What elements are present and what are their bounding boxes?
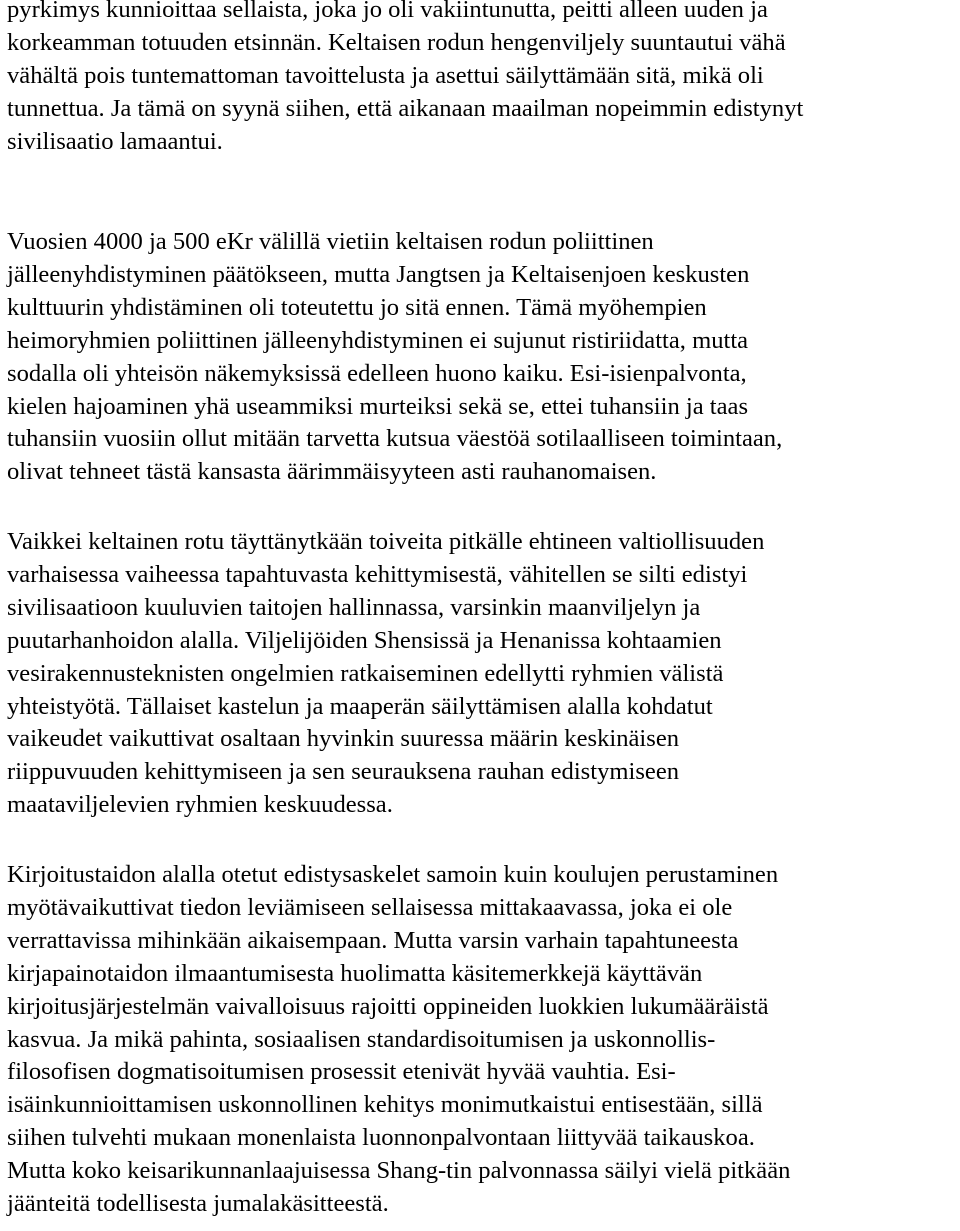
text-line: jäänteitä todellisesta jumalakäsitteestä. bbox=[7, 1190, 389, 1218]
text-line: pyrkimys kunnioittaa sellaista, joka jo oli vakiintunutta, peitti alleen uuden ja bbox=[7, 0, 768, 23]
text-line: yhteistyötä. Tällaiset kastelun ja maaperän säilyttämisen alalla kohdatut bbox=[7, 692, 713, 720]
text-line: kirjapainotaidon ilmaantumisesta huolimatta käsitemerkkejä käyttävän bbox=[7, 959, 703, 987]
text-line: korkeamman totuuden etsinnän. Keltaisen rodun hengenviljely suuntautui vähä bbox=[7, 28, 786, 56]
text-line: myötävaikuttivat tiedon leviämiseen sellaisessa mittakaavassa, joka ei ole bbox=[7, 893, 733, 921]
text-line: Kirjoitustaidon alalla otetut edistysaskelet samoin kuin koulujen perustaminen bbox=[7, 861, 779, 888]
text-line: jälleenyhdistyminen päätökseen, mutta Jangtsen ja Keltaisenjoen keskusten bbox=[7, 260, 750, 288]
text-line: heimoryhmien poliittinen jälleenyhdistyminen ei sujunut ristiriidatta, mutta bbox=[7, 326, 749, 354]
paragraph-4 bbox=[7, 859, 790, 1221]
text-line: varhaisessa vaiheessa tapahtuvasta kehittymisestä, vähitellen se silti edistyi bbox=[7, 560, 748, 588]
paragraph-1 bbox=[7, 0, 803, 159]
text-line: maataviljelevien ryhmien keskuudessa. bbox=[7, 791, 393, 819]
text-line: filosofisen dogmatisoitumisen prosessit etenivät hyvää vauhtia. Esi- bbox=[7, 1058, 676, 1086]
text-line: isäinkunnioittamisen uskonnollinen kehitys monimutkaistui entisestään, sillä bbox=[7, 1091, 763, 1119]
text-line: verrattavissa mihinkään aikaisempaan. Mutta varsin varhain tapahtuneesta bbox=[7, 926, 739, 954]
text-line: olivat tehneet tästä kansasta äärimmäisyyteen asti rauhanomaisen. bbox=[7, 458, 657, 486]
text-line: kielen hajoaminen yhä useammiksi murteiksi sekä se, ettei tuhansiin ja taas bbox=[7, 392, 749, 420]
text-line: Mutta koko keisarikunnanlaajuisessa Shang-tin palvonnassa säilyi vielä pitkään bbox=[7, 1157, 791, 1185]
text-line: sivilisaatio lamaantui. bbox=[7, 127, 223, 155]
text-line: vähältä pois tuntemattoman tavoittelusta ja asettui säilyttämään sitä, mikä oli bbox=[7, 61, 764, 89]
text-line: Vaikkei keltainen rotu täyttänytkään toiveita pitkälle ehtineen valtiollisuuden bbox=[7, 528, 765, 555]
text-line: vaikeudet vaikuttivat osaltaan hyvinkin suuressa määrin keskinäisen bbox=[7, 725, 680, 753]
text-line: sodalla oli yhteisön näkemyksissä edelleen huono kaiku. Esi-isienpalvonta, bbox=[7, 359, 747, 387]
text-line: siihen tulvehti mukaan monenlaista luonnonpalvontaan liittyvää taikauskoa. bbox=[7, 1124, 755, 1152]
text-line: tunnettua. Ja tämä on syynä siihen, että aikanaan maailman nopeimmin edistynyt bbox=[7, 94, 804, 122]
text-line: vesirakennusteknisten ongelmien ratkaiseminen edellytti ryhmien välistä bbox=[7, 659, 724, 687]
text-line: riippuvuuden kehittymiseen ja sen seurauksena rauhan edistymiseen bbox=[7, 758, 680, 786]
text-line: Vuosien 4000 ja 500 eKr välillä vietiin keltaisen rodun poliittinen bbox=[7, 228, 654, 255]
paragraph-2 bbox=[7, 226, 782, 489]
text-line: tuhansiin vuosiin ollut mitään tarvetta kutsua väestöä sotilaalliseen toimintaan, bbox=[7, 425, 783, 453]
text-line: kirjoitusjärjestelmän vaivalloisuus rajoitti oppineiden luokkien lukumääräistä bbox=[7, 992, 769, 1020]
text-line: kulttuurin yhdistäminen oli toteutettu jo sitä ennen. Tämä myöhempien bbox=[7, 293, 707, 321]
paragraph-3 bbox=[7, 526, 764, 822]
text-line: kasvua. Ja mikä pahinta, sosiaalisen standardisoitumisen ja uskonnollis- bbox=[7, 1025, 716, 1053]
text-line: puutarhanhoidon alalla. Viljelijöiden Shensissä ja Henanissa kohtaamien bbox=[7, 626, 722, 654]
text-line: sivilisaatioon kuuluvien taitojen hallinnassa, varsinkin maanviljelyn ja bbox=[7, 593, 701, 621]
